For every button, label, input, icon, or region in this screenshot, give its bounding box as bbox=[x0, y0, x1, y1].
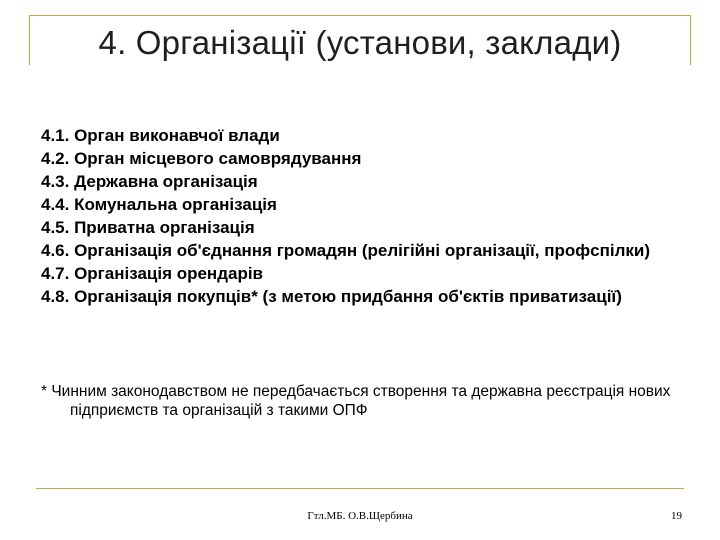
frame-top-line bbox=[29, 15, 691, 16]
item-list bbox=[41, 124, 671, 308]
page-number: 19 bbox=[671, 510, 682, 522]
list-item: 4.8. Організація покупців* (з метою придбання об'єктів приватизації) bbox=[41, 287, 622, 306]
list-item: 4.3. Державна організація bbox=[41, 172, 258, 191]
footer-divider bbox=[36, 488, 684, 489]
list-item: 4.1. Орган виконавчої влади bbox=[41, 126, 280, 145]
list-item: 4.7. Організація орендарів bbox=[41, 264, 264, 283]
list-item: 4.6. Організація об'єднання громадян (релігійні організації, профспілки) bbox=[41, 241, 650, 260]
list-item: 4.5. Приватна організація bbox=[41, 218, 255, 237]
slide-title: 4. Організації (установи, заклади) bbox=[98, 24, 622, 61]
list-item: 4.2. Орган місцевого самоврядування bbox=[41, 149, 362, 168]
list-item: 4.4. Комунальна організація bbox=[41, 195, 277, 214]
footer-author: Гтл.МБ. О.В.Щербина bbox=[307, 510, 413, 522]
footnote: * Чинним законодавством не передбачається створення та державна реєстрація нових підприємств та організацій з такими ОПФ bbox=[41, 383, 671, 419]
